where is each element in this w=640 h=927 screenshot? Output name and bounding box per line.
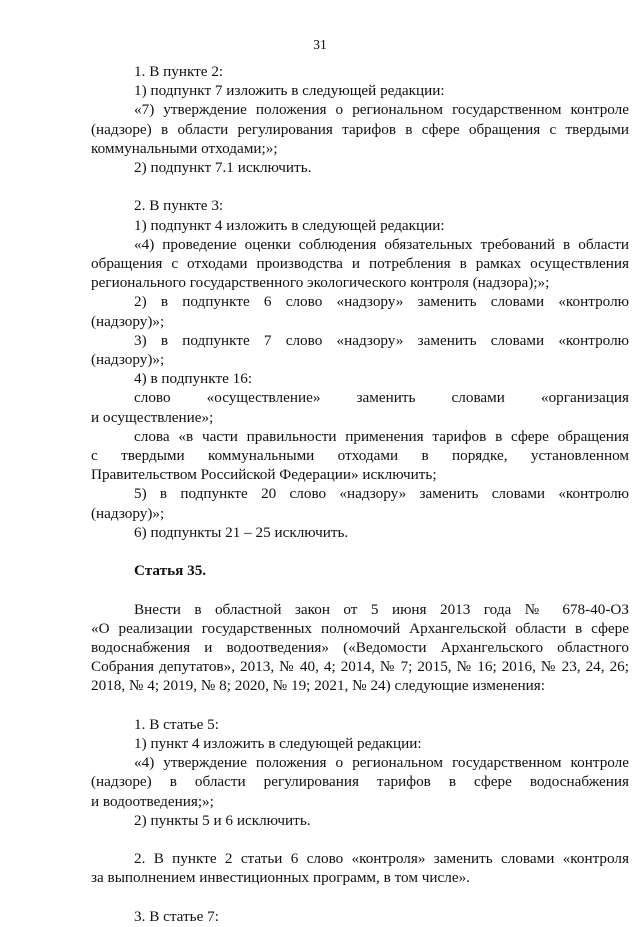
text-line: 2. В пункте 2 статьи 6 слово «контроля» заменить словами «контроля — [134, 850, 629, 867]
text-line: 2018, № 4; 2019, № 8; 2020, № 19; 2021, № 24) следующие изменения: — [91, 677, 545, 694]
text-line: обращения с отходами производства и потребления в рамках осуществления — [91, 255, 629, 272]
text-line: «О реализации государственных полномочий Архангельской области в сфере — [91, 620, 629, 637]
article-heading: Статья 35. — [134, 562, 207, 579]
text-line: (надзоре) в области регулирования тарифов в сфере обращения с твердыми — [91, 121, 629, 138]
text-line: 5) в подпункте 20 слово «надзору» заменить словами «контролю — [134, 485, 629, 502]
text-line: 1) подпункт 4 изложить в следующей редакции: — [134, 217, 445, 234]
text-line: слова «в части правильности применения тарифов в сфере обращения — [134, 428, 629, 445]
text-line: Правительством Российской Федерации» исключить; — [91, 466, 437, 483]
text-line: 2) подпункт 7.1 исключить. — [134, 159, 312, 176]
text-line: (надзоре) в области регулирования тарифов в сфере водоснабжения — [91, 773, 629, 790]
text-line: (надзору)»; — [91, 313, 165, 330]
text-line: «7) утверждение положения о региональном государственном контроле — [134, 101, 629, 118]
text-line: 1) пункт 4 изложить в следующей редакции: — [134, 735, 422, 752]
text-line: «4) проведение оценки соблюдения обязательных требований в области — [134, 236, 629, 253]
text-line: за выполнением инвестиционных программ, в том числе». — [91, 869, 470, 886]
text-line: 1. В пункте 2: — [134, 63, 224, 80]
text-line: регионального государственного экологического контроля (надзора);»; — [91, 274, 550, 291]
page-number: 31 — [313, 37, 327, 52]
text-line: с твердыми коммунальными отходами в порядке, установленном — [91, 447, 629, 464]
text-line: водоснабжения и водоотведения» («Ведомости Архангельского областного — [91, 639, 629, 656]
text-line: (надзору)»; — [91, 351, 165, 368]
text-line: 1) подпункт 7 изложить в следующей редакции: — [134, 82, 445, 99]
text-line: 6) подпункты 21 – 25 исключить. — [134, 524, 349, 541]
text-line: Внести в областной закон от 5 июня 2013 года № 678-40-ОЗ — [134, 601, 629, 618]
text-line: 2. В пункте 3: — [134, 197, 224, 214]
text-line: и водоотведения;»; — [91, 793, 214, 810]
text-line: 1. В статье 5: — [134, 716, 219, 733]
text-line: 2) в подпункте 6 слово «надзору» заменить словами «контролю — [134, 293, 629, 310]
text-line: Собрания депутатов», 2013, № 40, 4; 2014, № 7; 2015, № 16; 2016, № 23, 24, 26; — [91, 658, 629, 675]
text-line: 3. В статье 7: — [134, 908, 219, 925]
text-line: слово «осуществление» заменить словами «организация — [134, 389, 629, 406]
text-line: 4) в подпункте 16: — [134, 370, 253, 387]
text-line: коммунальными отходами;»; — [91, 140, 278, 157]
text-line: (надзору)»; — [91, 505, 165, 522]
text-line: 3) в подпункте 7 слово «надзору» заменить словами «контролю — [134, 332, 629, 349]
text-line: 2) пункты 5 и 6 исключить. — [134, 812, 311, 829]
text-line: «4) утверждение положения о региональном государственном контроле — [134, 754, 629, 771]
text-line: и осуществление»; — [91, 409, 214, 426]
